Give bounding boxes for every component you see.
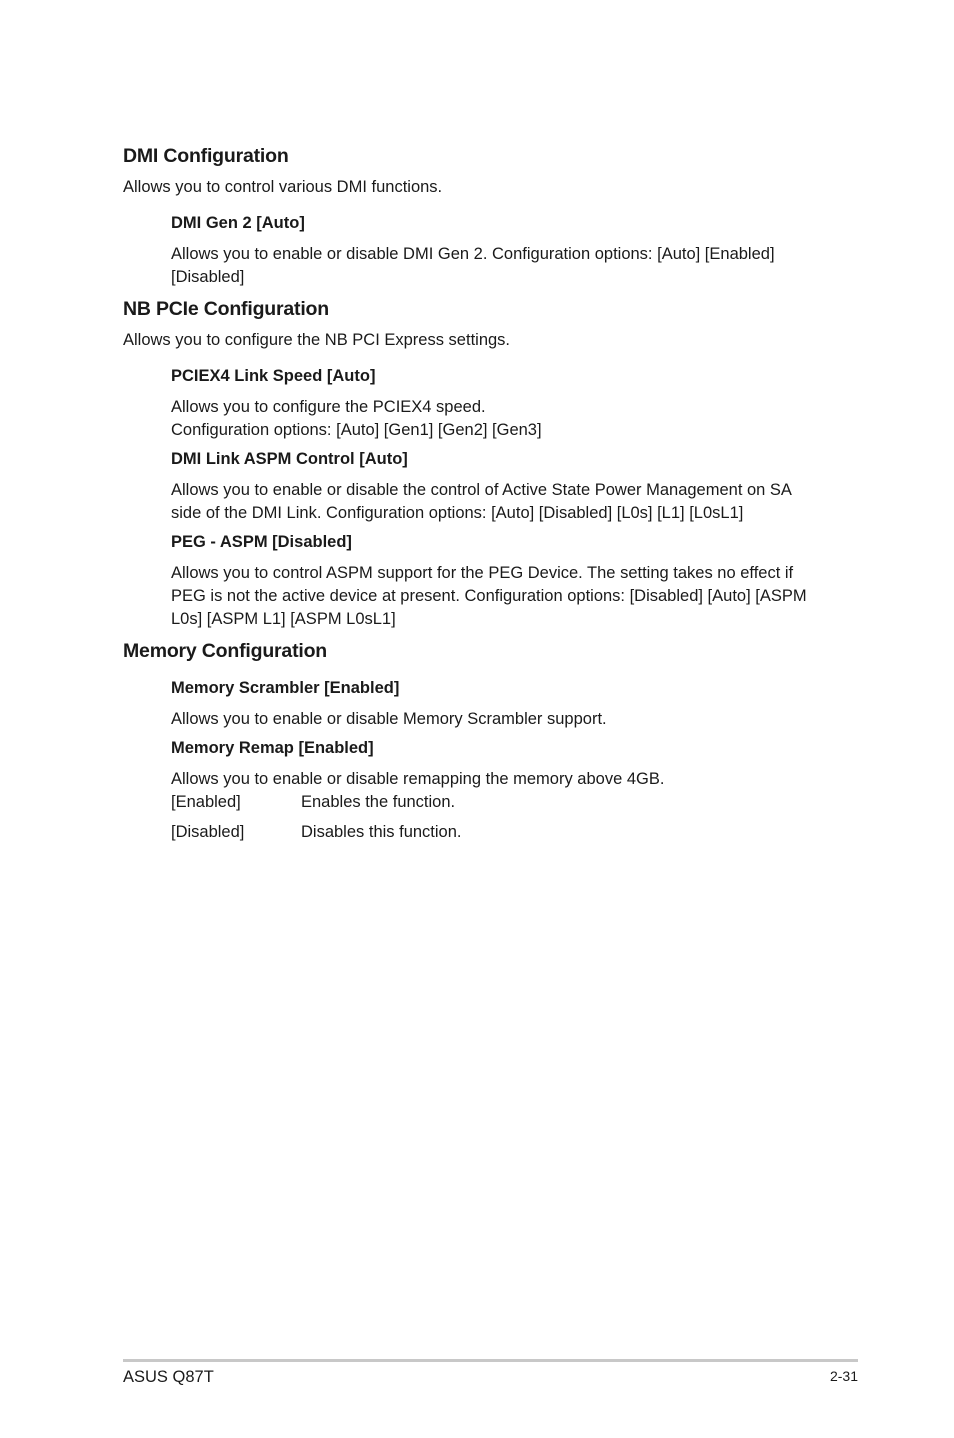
- dmi-link-aspm-description: [171, 479, 843, 525]
- text-line: Allows you to enable or disable Memory Scrambler support.: [171, 710, 607, 728]
- pciex4-link-speed-heading: PCIEX4 Link Speed [Auto]: [171, 367, 376, 385]
- dmi-gen2-description: [171, 243, 843, 289]
- footer-divider: [123, 1359, 858, 1362]
- text-line: Allows you to enable or disable DMI Gen 2. Configuration options: [Auto] [Enabled]: [171, 245, 775, 263]
- pciex4-link-speed-description: [171, 396, 843, 442]
- peg-aspm-description: [171, 562, 843, 631]
- text-line: Configuration options: [Auto] [Gen1] [Gen2] [Gen3]: [171, 421, 542, 439]
- memory-scrambler-heading: Memory Scrambler [Enabled]: [171, 679, 400, 697]
- option-key: [Disabled]: [171, 823, 245, 841]
- dmi-configuration-heading: DMI Configuration: [123, 145, 289, 167]
- text-line: L0s] [ASPM L1] [ASPM L0sL1]: [171, 610, 396, 628]
- memory-configuration-heading: Memory Configuration: [123, 640, 327, 662]
- memory-remap-heading: Memory Remap [Enabled]: [171, 739, 374, 757]
- text-line: Allows you to enable or disable remapping the memory above 4GB.: [171, 770, 665, 788]
- option-key: [Enabled]: [171, 793, 241, 811]
- nb-pcie-configuration-heading: NB PCIe Configuration: [123, 298, 329, 320]
- option-value: Enables the function.: [301, 793, 456, 811]
- text-line: side of the DMI Link. Configuration options: [Auto] [Disabled] [L0s] [L1] [L0sL1]: [171, 504, 744, 522]
- text-line: [Disabled]: [171, 268, 245, 286]
- option-row-enabled: [171, 791, 455, 814]
- footer-product-name: ASUS Q87T: [123, 1368, 214, 1386]
- memory-remap-description: [171, 768, 843, 791]
- text-line: Allows you to control ASPM support for the PEG Device. The setting takes no effect if: [171, 564, 794, 582]
- dmi-link-aspm-heading: DMI Link ASPM Control [Auto]: [171, 450, 408, 468]
- nb-pcie-configuration-description: Allows you to configure the NB PCI Express settings.: [123, 331, 511, 349]
- dmi-gen2-heading: DMI Gen 2 [Auto]: [171, 214, 305, 232]
- memory-scrambler-description: [171, 708, 843, 731]
- text-line: Allows you to configure the PCIEX4 speed.: [171, 398, 486, 416]
- dmi-configuration-description: Allows you to control various DMI functions.: [123, 178, 443, 196]
- footer-page-number: 2-31: [829, 1368, 858, 1384]
- text-line: PEG is not the active device at present. Configuration options: [Disabled] [Auto] [ASPM: [171, 587, 807, 605]
- option-value: Disables this function.: [301, 823, 462, 841]
- option-row-disabled: [171, 821, 462, 844]
- peg-aspm-heading: PEG - ASPM [Disabled]: [171, 533, 352, 551]
- text-line: Allows you to enable or disable the control of Active State Power Management on SA: [171, 481, 792, 499]
